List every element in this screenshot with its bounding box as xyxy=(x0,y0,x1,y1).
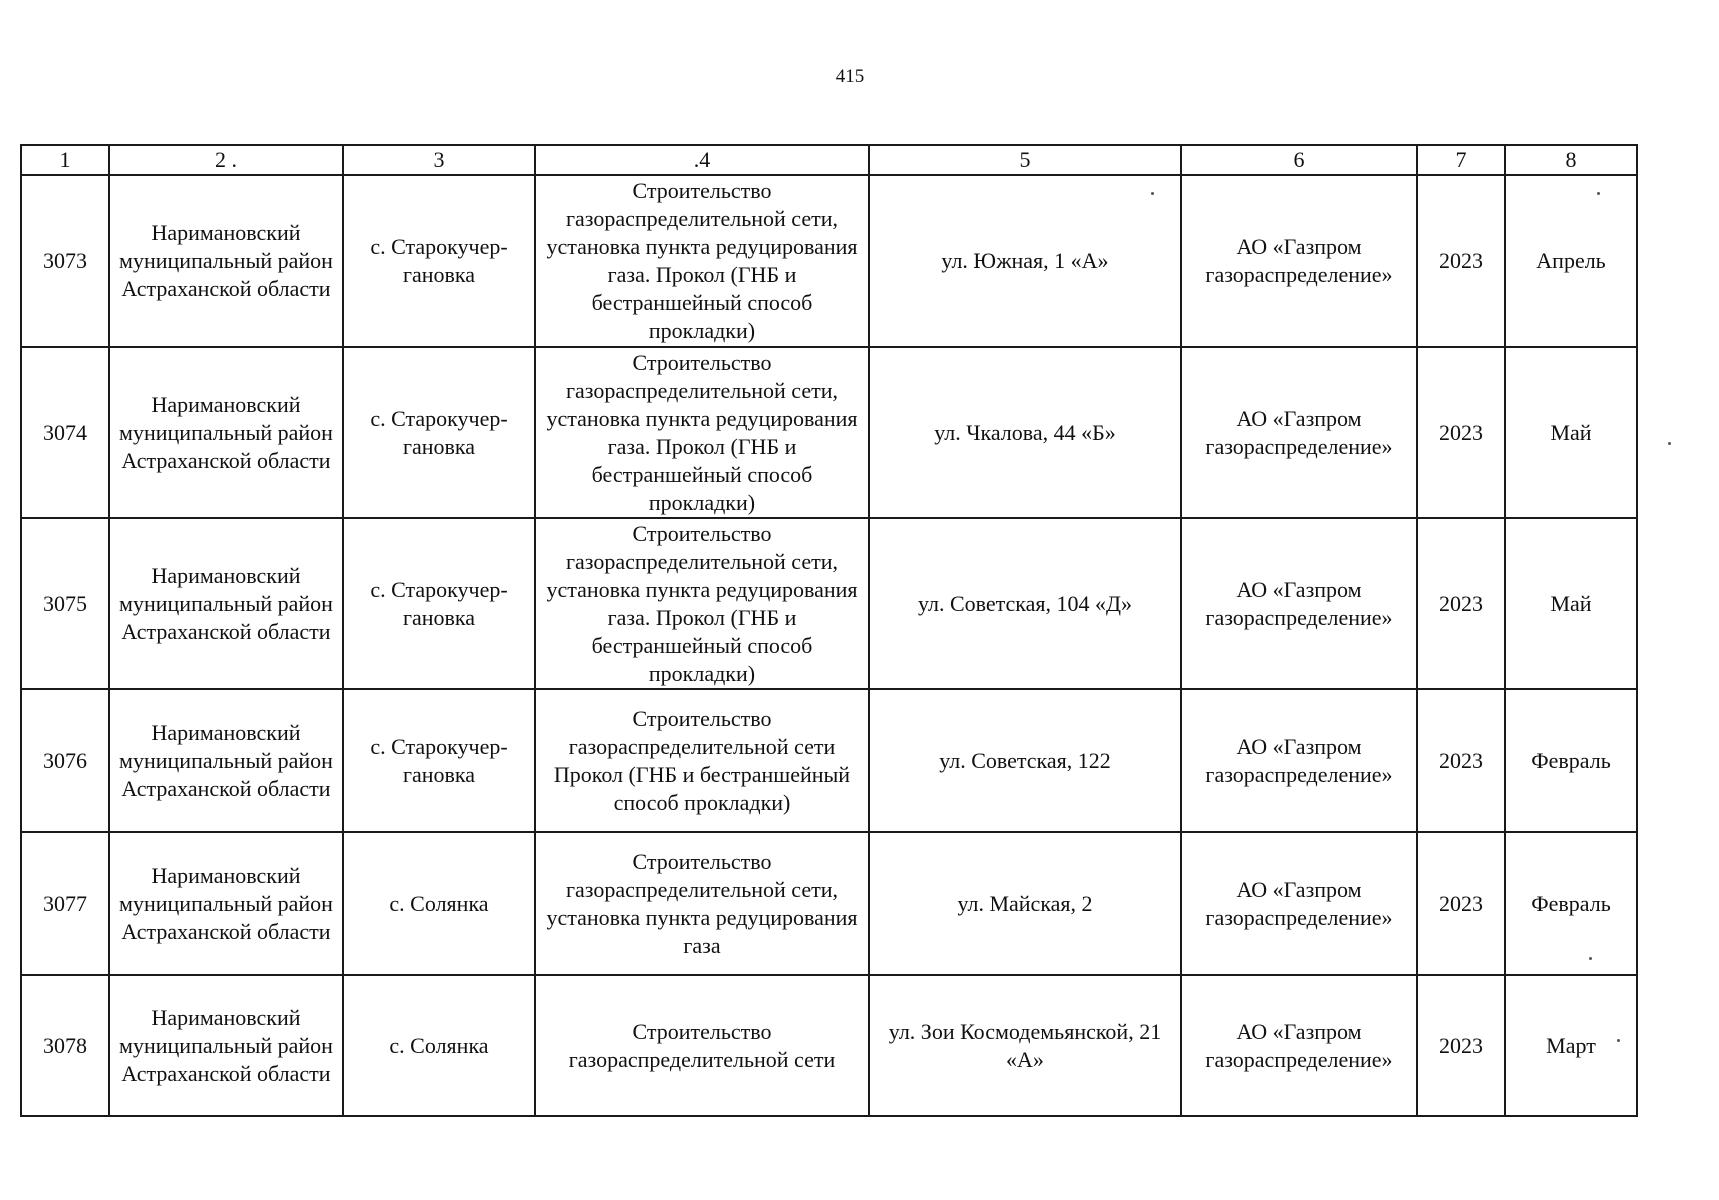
table-row xyxy=(21,347,1637,518)
row-number: 3078 xyxy=(21,975,109,1116)
month-cell: Май xyxy=(1505,347,1637,518)
work-description-cell: Строительство газораспределительной сети, установка пункта редуцирования газа. Прокол (ГНБ и бестраншейный способ прокладки) xyxy=(535,347,869,518)
row-number: 3073 xyxy=(21,175,109,347)
district-cell: Наримановский муниципальный район Астраханской области xyxy=(109,518,343,689)
settlement-cell: с. Старокучер-гановка xyxy=(343,518,535,689)
row-number: 3077 xyxy=(21,832,109,975)
address-cell: ул. Советская, 104 «Д» xyxy=(869,518,1181,689)
scan-speck xyxy=(1597,192,1600,195)
header-col-4: .4 xyxy=(535,145,869,175)
year-cell: 2023 xyxy=(1417,518,1505,689)
year-cell: 2023 xyxy=(1417,347,1505,518)
header-col-2: 2 . xyxy=(109,145,343,175)
work-description-cell: Строительство газораспределительной сети Прокол (ГНБ и бестраншейный способ прокладки) xyxy=(535,689,869,832)
header-col-5: 5 xyxy=(869,145,1181,175)
organization-cell: АО «Газпром газораспределение» xyxy=(1181,832,1417,975)
row-number: 3076 xyxy=(21,689,109,832)
table-row xyxy=(21,518,1637,689)
organization-cell: АО «Газпром газораспределение» xyxy=(1181,518,1417,689)
settlement-cell: с. Солянка xyxy=(343,975,535,1116)
header-col-7: 7 xyxy=(1417,145,1505,175)
address-cell: ул. Чкалова, 44 «Б» xyxy=(869,347,1181,518)
header-col-1: 1 xyxy=(21,145,109,175)
organization-cell: АО «Газпром газораспределение» xyxy=(1181,175,1417,347)
organization-cell: АО «Газпром газораспределение» xyxy=(1181,347,1417,518)
scan-speck xyxy=(1151,192,1154,195)
work-description-cell: Строительство газораспределительной сети, установка пункта редуцирования газа. Прокол (ГНБ и бестраншейный способ прокладки) xyxy=(535,175,869,347)
district-cell: Наримановский муниципальный район Астраханской области xyxy=(109,832,343,975)
month-cell: Апрель xyxy=(1505,175,1637,347)
work-description-cell: Строительство газораспределительной сети, установка пункта редуцирования газа xyxy=(535,832,869,975)
settlement-cell: с. Старокучер-гановка xyxy=(343,689,535,832)
header-col-6: 6 xyxy=(1181,145,1417,175)
table-row xyxy=(21,689,1637,832)
address-cell: ул. Южная, 1 «А» xyxy=(869,175,1181,347)
header-row xyxy=(21,145,1637,175)
year-cell: 2023 xyxy=(1417,689,1505,832)
table-row xyxy=(21,175,1637,347)
scan-speck xyxy=(1589,957,1592,960)
header-col-8: 8 xyxy=(1505,145,1637,175)
year-cell: 2023 xyxy=(1417,832,1505,975)
row-number: 3074 xyxy=(21,347,109,518)
table-row xyxy=(21,975,1637,1116)
address-cell: ул. Майская, 2 xyxy=(869,832,1181,975)
work-description-cell: Строительство газораспределительной сети, установка пункта редуцирования газа. Прокол (ГНБ и бестраншейный способ прокладки) xyxy=(535,518,869,689)
month-cell: Февраль xyxy=(1505,832,1637,975)
organization-cell: АО «Газпром газораспределение» xyxy=(1181,689,1417,832)
row-number: 3075 xyxy=(21,518,109,689)
settlement-cell: с. Старокучер-гановка xyxy=(343,347,535,518)
gas-network-works-table xyxy=(20,144,1638,1117)
header-col-3: 3 xyxy=(343,145,535,175)
address-cell: ул. Советская, 122 xyxy=(869,689,1181,832)
settlement-cell: с. Старокучер-гановка xyxy=(343,175,535,347)
scan-speck xyxy=(1668,442,1671,445)
work-description-cell: Строительство газораспределительной сети xyxy=(535,975,869,1116)
settlement-cell: с. Солянка xyxy=(343,832,535,975)
district-cell: Наримановский муниципальный район Астраханской области xyxy=(109,975,343,1116)
address-cell: ул. Зои Космодемьянской, 21 «А» xyxy=(869,975,1181,1116)
district-cell: Наримановский муниципальный район Астраханской области xyxy=(109,347,343,518)
month-cell: Март xyxy=(1505,975,1637,1116)
table-row xyxy=(21,832,1637,975)
district-cell: Наримановский муниципальный район Астраханской области xyxy=(109,689,343,832)
scan-speck xyxy=(1617,1039,1620,1042)
organization-cell: АО «Газпром газораспределение» xyxy=(1181,975,1417,1116)
page-number: 415 xyxy=(835,66,865,87)
year-cell: 2023 xyxy=(1417,975,1505,1116)
month-cell: Май xyxy=(1505,518,1637,689)
month-cell: Февраль xyxy=(1505,689,1637,832)
year-cell: 2023 xyxy=(1417,175,1505,347)
district-cell: Наримановский муниципальный район Астраханской области xyxy=(109,175,343,347)
